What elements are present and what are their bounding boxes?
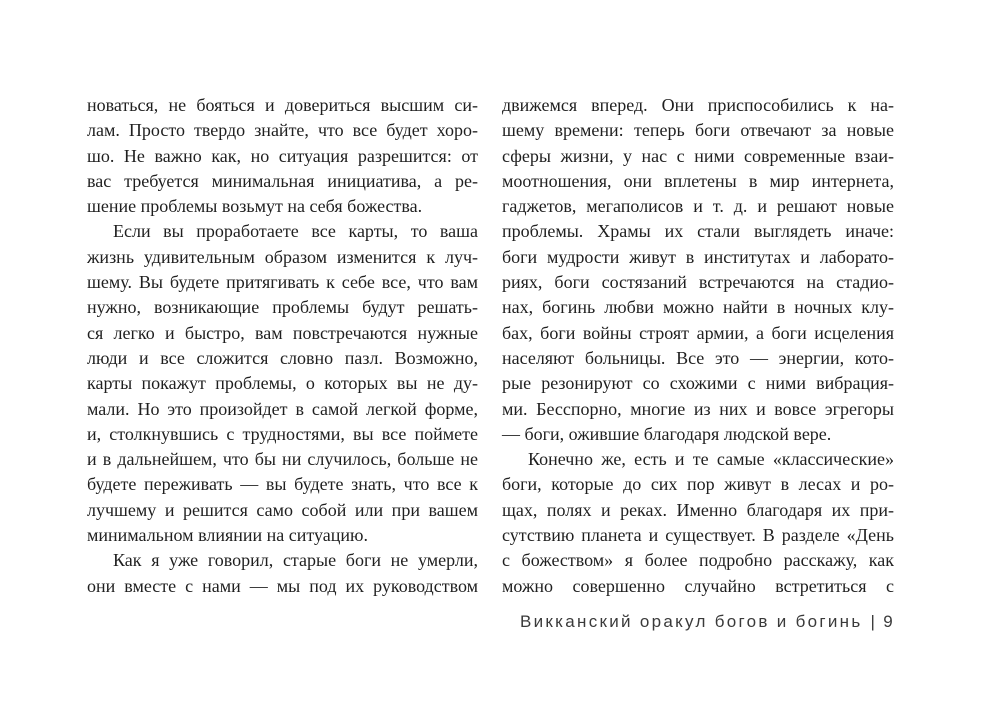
text-line: движемся вперед. Они приспособились к на- — [502, 95, 894, 115]
text-line: Если вы проработаете все карты, то ваша — [113, 221, 478, 242]
text-line: населяют больницы. Все это — энергии, кото- — [502, 347, 894, 368]
text-line: лам. Просто твердо знайте, что все будет хоро- — [87, 120, 478, 141]
running-footer — [502, 612, 895, 632]
text-line: щах, полях и реках. Именно благодаря их при- — [502, 499, 894, 520]
text-line: сферы жизни, у нас с ними современные взаи- — [502, 145, 894, 166]
text-line: шему. Вы будете притягивать к себе все, что вам — [87, 272, 478, 293]
page-number: 9 — [883, 612, 895, 631]
text-line: шение проблемы возьмут на себя божества. — [87, 196, 423, 217]
text-line: нах, богинь любви можно найти в ночных клу- — [502, 297, 894, 318]
text-line: гаджетов, мегаполисов и т. д. и решают новые — [502, 196, 894, 217]
text-line: люди и все сложится словно пазл. Возможно, — [87, 347, 478, 368]
text-line: бах, боги войны строят армии, а боги исцеления — [502, 322, 894, 343]
text-line: — боги, ожившие благодаря людской вере. — [502, 423, 832, 444]
text-line: шему времени: теперь боги отвечают за новые — [502, 120, 894, 141]
text-line: карты покажут проблемы, о которых вы не ду- — [87, 373, 478, 394]
text-line: лучшему и решится само собой или при вашем — [87, 499, 478, 520]
text-line: и, столкнувшись с трудностями, вы все поймете — [87, 423, 478, 444]
text-line: Конечно же, есть и те самые «классические» — [528, 449, 894, 470]
text-line: ми. Бесспорно, многие из них и вовсе эгрегоры — [502, 398, 894, 419]
left-text-column — [87, 93, 478, 599]
text-line: они вместе с нами — мы под их руководством — [87, 575, 478, 596]
book-title: Викканский оракул богов и богинь — [519, 612, 863, 631]
text-line: вас требуется минимальная инициатива, а ре- — [87, 170, 478, 191]
text-line: ся легко и быстро, вам повстречаются нужные — [87, 322, 478, 343]
text-line: нужно, возникающие проблемы будут решать- — [87, 297, 478, 318]
text-line: боги мудрости живут в институтах и лаборато- — [502, 246, 894, 267]
text-line: мали. Но это произойдет в самой легкой форме, — [87, 398, 478, 419]
text-line: сутствию планета и существует. В разделе «День — [502, 525, 894, 546]
text-line: и в дальнейшем, что бы ни случилось, больше не — [87, 449, 478, 470]
footer-separator: | — [870, 612, 878, 631]
text-line: Как я уже говорил, старые боги не умерли, — [113, 550, 478, 571]
text-line: жизнь удивительным образом изменится к луч- — [87, 246, 478, 267]
text-line: моотношения, они вплетены в мир интернета, — [502, 170, 894, 191]
text-line: минимальном влиянии на ситуацию. — [87, 525, 368, 546]
text-line: проблемы. Храмы их стали выглядеть иначе: — [502, 221, 894, 242]
text-line: боги, которые до сих пор живут в лесах и ро- — [502, 474, 894, 495]
right-text-column — [502, 93, 894, 599]
text-line: будете переживать — вы будете знать, что все к — [87, 474, 478, 495]
text-line: шо. Не важно как, но ситуация разрешится: от — [87, 145, 478, 166]
text-line: с божеством» я более подробно расскажу, как — [502, 550, 894, 571]
text-line: рые резонируют со схожими с ними вибрация- — [502, 373, 894, 394]
text-line: новаться, не бояться и довериться высшим си- — [87, 95, 478, 115]
text-line: можно совершенно случайно встретиться с — [502, 575, 894, 596]
text-line: риях, боги состязаний встречаются на стадио- — [502, 272, 894, 293]
